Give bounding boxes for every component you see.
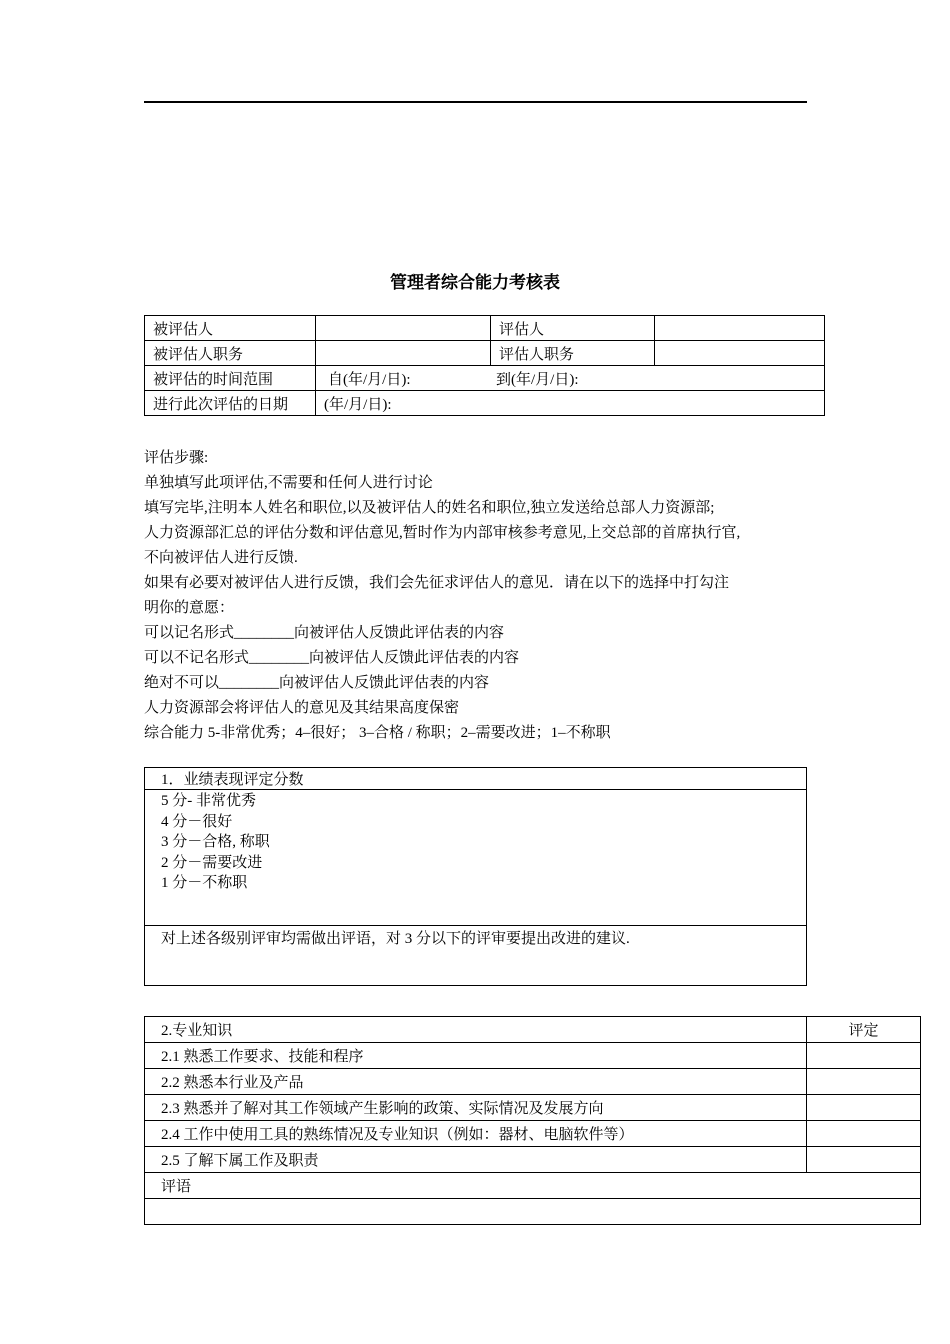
header-rule	[144, 101, 807, 103]
evaluator-label: 评估人	[491, 316, 655, 341]
score-level: 3 分－合格, 称职	[161, 834, 270, 850]
score-level: 2 分－需要改进	[161, 854, 263, 871]
period-from: 自(年/月/日):	[328, 371, 411, 388]
knowledge-item: 2.4 工作中使用工具的熟练情况及专业知识（例如：器材、电脑软件等）	[145, 1121, 807, 1147]
comment-label: 评语	[145, 1173, 921, 1199]
step-line: 不向被评估人进行反馈.	[144, 550, 298, 566]
step-line: 人力资源部汇总的评估分数和评估意见,暂时作为内部审核参考意见,上交总部的首席执行官,	[144, 525, 741, 541]
step-line: 人力资源部会将评估人的意见及其结果高度保密	[144, 700, 460, 716]
steps-heading: 评估步骤:	[144, 450, 209, 466]
info-table	[144, 315, 825, 416]
page-title: 管理者综合能力考核表	[390, 273, 560, 293]
score-level: 5 分- 非常优秀	[161, 793, 256, 809]
step-line: 填写完毕,注明本人姓名和职位,以及被评估人的姓名和职位,独立发送给总部人力资源部;	[144, 500, 715, 516]
option-anonymous[interactable]: 可以不记名形式________向被评估人反馈此评估表的内容	[144, 650, 520, 666]
knowledge-item: 2.2 熟悉本行业及产品	[145, 1069, 807, 1095]
option-never[interactable]: 绝对不可以________向被评估人反馈此评估表的内容	[144, 675, 490, 691]
evaluatee-field[interactable]	[316, 316, 491, 341]
section2-header: 2.专业知识	[145, 1017, 807, 1043]
rating-cell[interactable]	[807, 1121, 921, 1147]
evaluator-position-label: 评估人职务	[491, 341, 655, 366]
knowledge-item: 2.3 熟悉并了解对其工作领域产生影响的政策、实际情况及发展方向	[145, 1095, 807, 1121]
evaluatee-position-field[interactable]	[316, 341, 491, 366]
professional-knowledge-table	[144, 1016, 921, 1225]
rating-cell[interactable]	[807, 1069, 921, 1095]
rating-cell[interactable]	[807, 1147, 921, 1173]
section1-header: 1．业绩表现评定分数	[145, 768, 807, 790]
period-label: 被评估的时间范围	[145, 366, 316, 391]
rating-header: 评定	[807, 1017, 921, 1043]
score-level: 1 分－不称职	[161, 875, 248, 891]
instructions	[144, 446, 816, 746]
period-field[interactable]	[316, 366, 825, 391]
evaluatee-position-label: 被评估人职务	[145, 341, 316, 366]
knowledge-item: 2.5 了解下属工作及职责	[145, 1147, 807, 1173]
evaluatee-label: 被评估人	[145, 316, 316, 341]
period-to: 到(年/月/日):	[496, 371, 579, 388]
score-level: 4 分－很好	[161, 813, 233, 830]
rating-scale: 综合能力 5-非常优秀；4–很好； 3–合格 / 称职；2–需要改进；1–不称职	[144, 725, 611, 741]
rating-cell[interactable]	[807, 1043, 921, 1069]
step-line: 如果有必要对被评估人进行反馈，我们会先征求评估人的意见．请在以下的选择中打勾注	[144, 575, 730, 591]
evaluator-position-field[interactable]	[655, 341, 825, 366]
option-named[interactable]: 可以记名形式________向被评估人反馈此评估表的内容	[144, 625, 505, 641]
date-field[interactable]: (年/月/日):	[316, 391, 825, 416]
knowledge-item: 2.1 熟悉工作要求、技能和程序	[145, 1043, 807, 1069]
evaluator-field[interactable]	[655, 316, 825, 341]
section1-note: 对上述各级别评审均需做出评语，对 3 分以下的评审要提出改进的建议.	[145, 926, 807, 986]
step-line: 单独填写此项评估,不需要和任何人进行讨论	[144, 475, 433, 491]
step-line: 明你的意愿：	[144, 600, 235, 616]
comment-field[interactable]	[145, 1199, 921, 1225]
performance-score-table	[144, 767, 807, 986]
rating-cell[interactable]	[807, 1095, 921, 1121]
date-label: 进行此次评估的日期	[145, 391, 316, 416]
score-levels	[145, 790, 807, 926]
